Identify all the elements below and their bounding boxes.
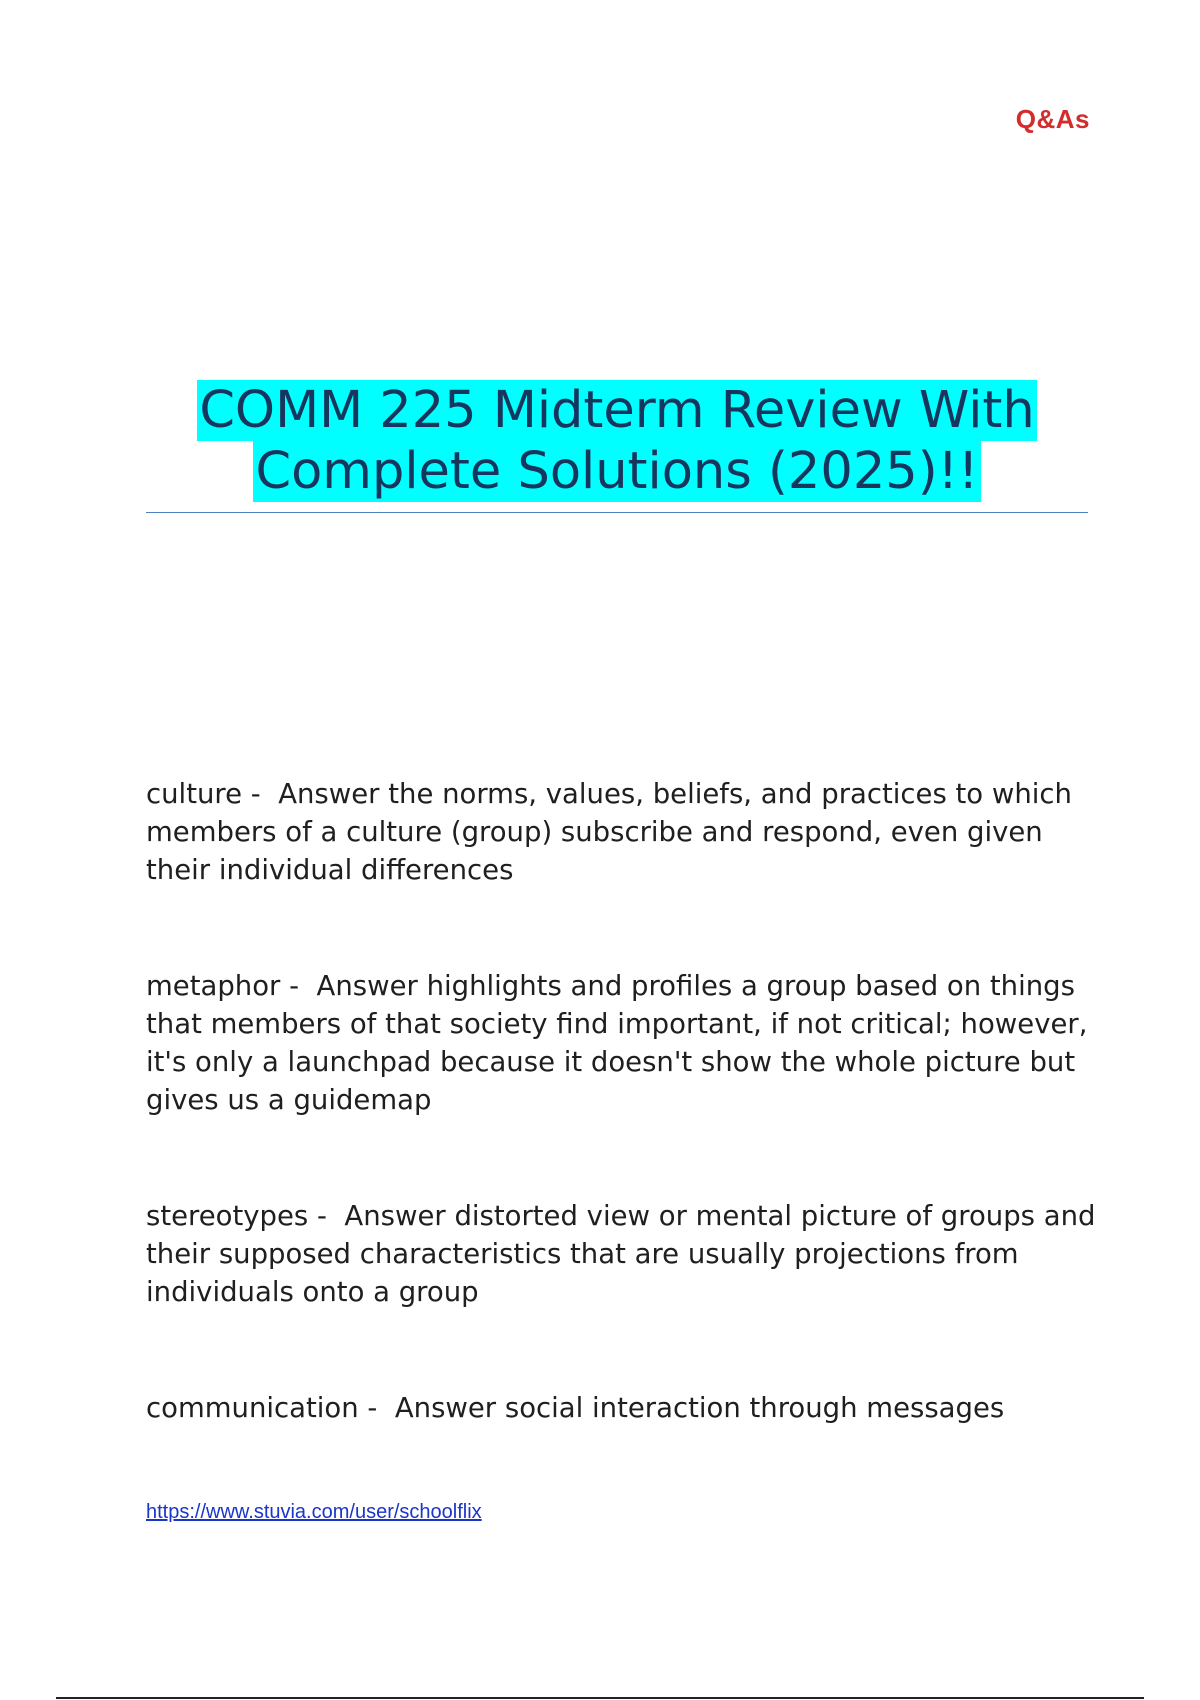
qa-answer: the norms, values, beliefs, and practices to which members of a culture (group) subscribe and respond, even given their individual differences: [146, 778, 1072, 886]
qa-term: metaphor -: [146, 970, 308, 1002]
footer-rule: [56, 1697, 1144, 1699]
header-tag: Q&As: [1015, 104, 1090, 134]
answer-label: Answer: [278, 778, 380, 810]
qa-term: culture -: [146, 778, 270, 810]
answer-label: Answer: [394, 1392, 497, 1424]
qa-item-metaphor: [146, 967, 1096, 1119]
source-link[interactable]: https://www.stuvia.com/user/schoolflix: [146, 1501, 482, 1523]
answer-label: Answer: [316, 970, 418, 1002]
title-line-1: COMM 225 Midterm Review With: [199, 381, 1035, 440]
document-title: [146, 380, 1088, 502]
qa-item-culture: [146, 775, 1096, 889]
qa-item-communication: [146, 1389, 1096, 1427]
answer-label: Answer: [344, 1200, 446, 1232]
qa-list: [146, 775, 1096, 1427]
title-underline: [146, 512, 1088, 513]
qa-answer: distorted view or mental picture of groups and their supposed characteristics that are usually projections from individuals onto a group: [146, 1200, 1096, 1308]
qa-item-stereotypes: [146, 1197, 1096, 1311]
title-line-2: Complete Solutions (2025)!!: [255, 442, 979, 501]
qa-answer: highlights and profiles a group based on things that members of that society find important, if not critical; however, it's only a launchpad because it doesn't show the whole picture but gives us a guidemap: [146, 970, 1088, 1116]
qa-term: stereotypes -: [146, 1200, 336, 1232]
qa-term: communication -: [146, 1392, 387, 1424]
qa-answer: social interaction through messages: [504, 1392, 1005, 1424]
